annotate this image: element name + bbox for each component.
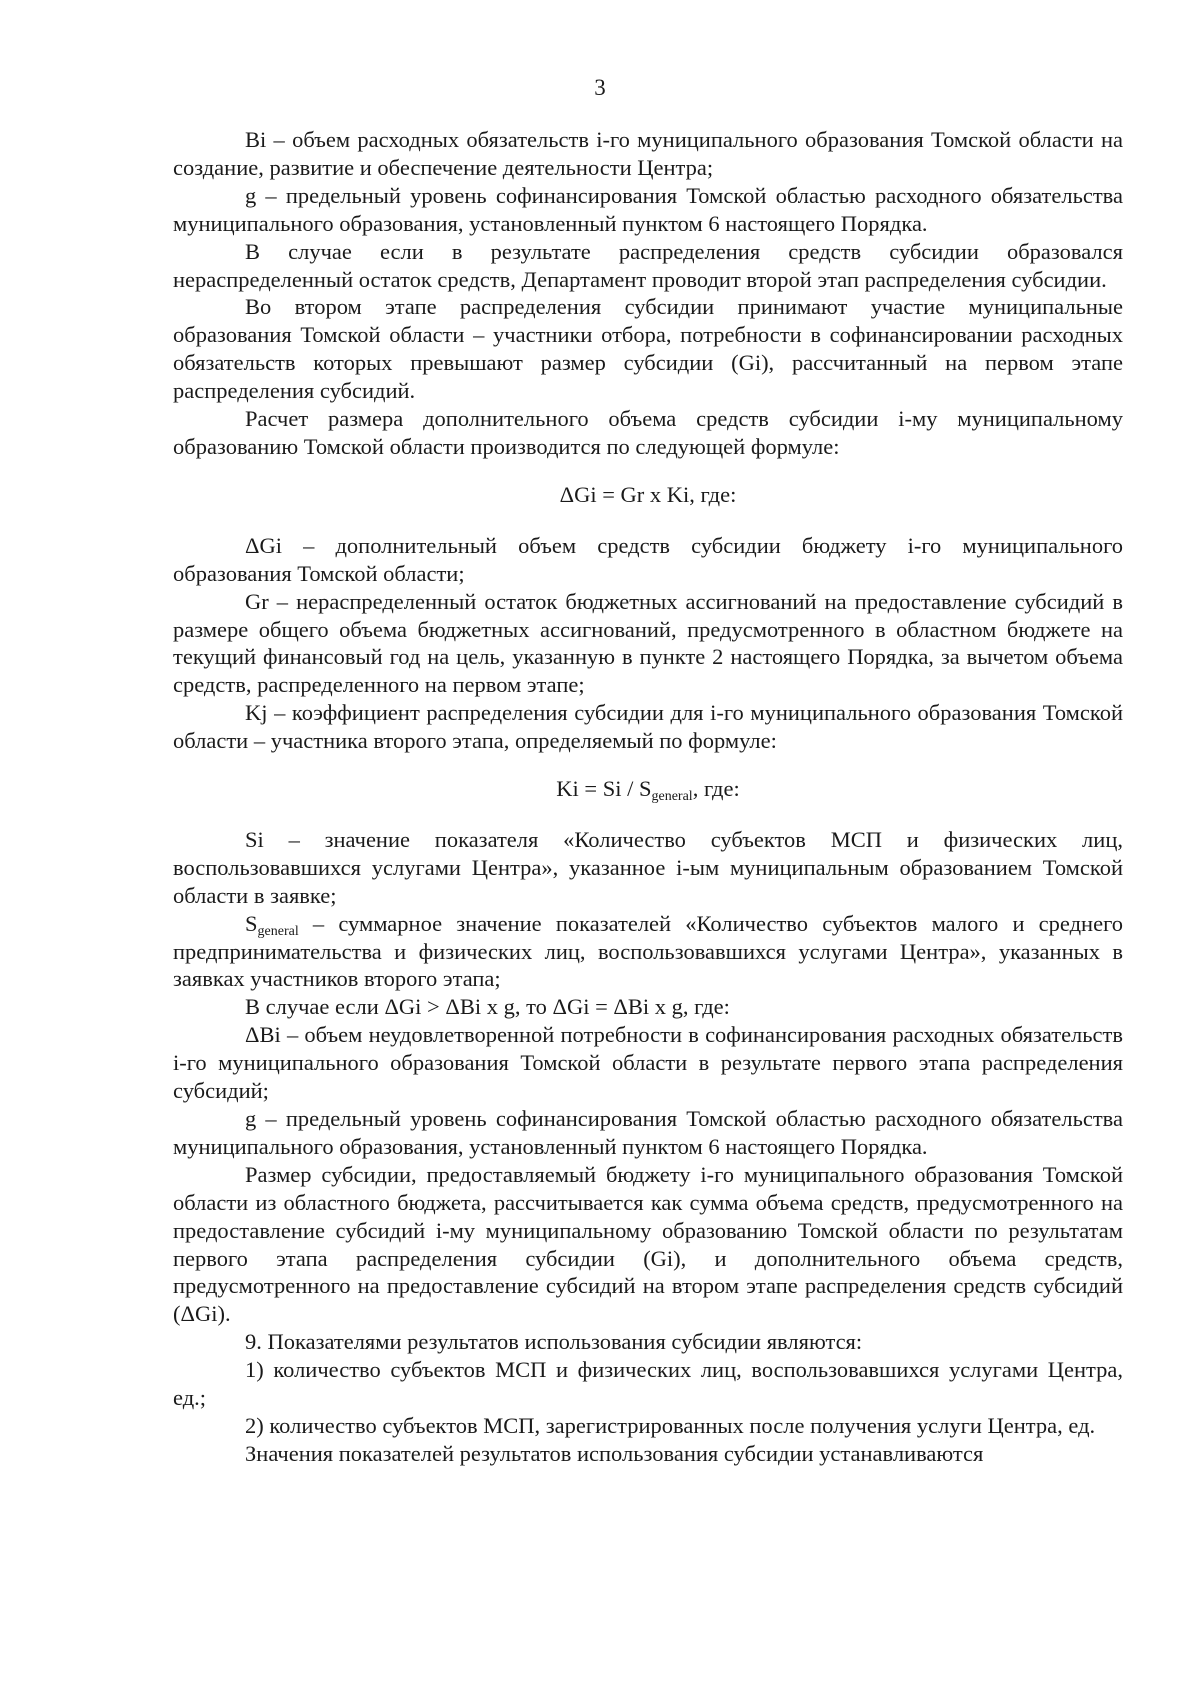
paragraph-section-9: 9. Показателями результатов использования субсидии являются:: [245, 1329, 863, 1355]
paragraph-subsidy-size: Размер субсидии, предоставляемый бюджету i-го муниципального образования Томской области из областного бюджета, рассчитывается как сумма объема средств, предусмотренного на предоставление субсидий i-му муниципальному образованию Томской области по результатам первого этапа распределения субсидии (Gi), и дополнительного объема средств, предусмотренного на предоставление субсидий на втором этапе распределения средств субсидий (ΔGi).: [173, 1161, 1123, 1327]
document-body: [173, 126, 1123, 1468]
paragraph-g-definition-repeat: g – предельный уровень софинансирования Томской областью расходного обязательства муниципального образования, установленный пунктом 6 настоящего Порядка.: [173, 1106, 1123, 1159]
paragraph-si-definition: Si – значение показателя «Количество субъектов МСП и физических лиц, воспользовавшихся услугами Центра», указанное i-ым муниципальным образованием Томской области в заявке;: [173, 826, 1123, 908]
formula-ki-subscript: general: [651, 789, 693, 805]
list-item-2: 2) количество субъектов МСП, зарегистрированных после получения услуги Центра, ед.: [245, 1412, 1096, 1438]
paragraph-sgeneral-definition: [173, 910, 1123, 994]
paragraph-indicator-values: Значения показателей результатов использования субсидии устанавливаются: [245, 1440, 984, 1466]
sgeneral-lead: S: [245, 910, 258, 936]
paragraph-additional-volume-calc: Расчет размера дополнительного объема средств субсидии i-му муниципальному образованию Томской области производится по следующей формуле:: [173, 406, 1123, 459]
paragraph-delta-gi-definition: ΔGi – дополнительный объем средств субсидии бюджету i-го муниципального образования Томской области;: [173, 532, 1123, 586]
sgeneral-subscript: general: [257, 923, 299, 939]
paragraph-g-definition: g – предельный уровень софинансирования Томской областью расходного обязательства муниципального образования, установленный пунктом 6 настоящего Порядка.: [173, 182, 1123, 236]
formula-delta-gi: ΔGi = Gr x Ki, где:: [559, 481, 737, 507]
paragraph-bi-definition: Bi – объем расходных обязательств i-го муниципального образования Томской области на создание, развитие и обеспечение деятельности Центра;: [173, 127, 1123, 180]
list-item-1: 1) количество субъектов МСП и физических лиц, воспользовавшихся услугами Центра, ед.;: [173, 1357, 1123, 1411]
formula-ki: [173, 755, 1123, 826]
paragraph-gr-definition: Gr – нераспределенный остаток бюджетных ассигнований на предоставление субсидий в размере общего объема бюджетных ассигнований, предусмотренного в областном бюджете на текущий финансовый год на цель, указанную в пункте 2 настоящего Порядка, за вычетом объема средств, распределенного на первом этапе;: [173, 588, 1123, 698]
paragraph-kj-definition: Kj – коэффициент распределения субсидии для i-го муниципального образования Томской области – участника второго этапа, определяемый по формуле:: [173, 700, 1123, 754]
sgeneral-tail: – суммарное значение показателей «Количество субъектов малого и среднего предпринимательства и физических лиц, воспользовавшихся услугами Центра», указанных в заявках участников второго этапа;: [173, 910, 1123, 992]
paragraph-undistributed-remainder: В случае если в результате распределения средств субсидии образовался нераспределенный остаток средств, Департамент проводит второй этап распределения субсидии.: [173, 238, 1123, 292]
paragraph-second-stage-participants: Во втором этапе распределения субсидии принимают участие муниципальные образования Томской области – участники отбора, потребности в софинансировании расходных обязательств которых превышают размер субсидии (Gi), рассчитанный на первом этапе распределения субсидий.: [173, 294, 1123, 404]
paragraph-delta-bi-definition: ΔBi – объем неудовлетворенной потребности в софинансирования расходных обязательств i-го муниципального образования Томской области в результате первого этапа распределения субсидий;: [173, 1022, 1123, 1104]
formula-ki-lead: Ki = Si / S: [556, 776, 652, 802]
formula-ki-tail: , где:: [692, 776, 740, 802]
paragraph-condition: В случае если ΔGi > ΔBi x g, то ΔGi = ΔBi x g, где:: [245, 994, 730, 1020]
page-number: 3: [594, 75, 606, 100]
